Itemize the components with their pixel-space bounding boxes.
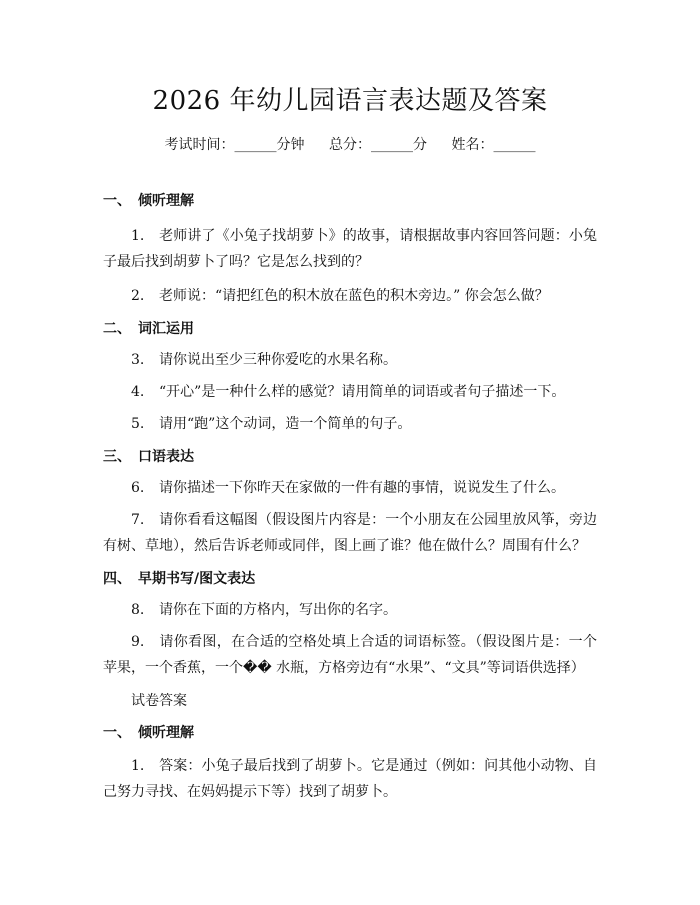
section-heading-early-writing [103, 569, 597, 589]
question-number: 2. [131, 288, 145, 304]
question-number: 9. [131, 634, 145, 650]
exam-time-field: 考试时间：______分钟 [164, 137, 305, 153]
answer-item [103, 753, 597, 805]
question-item [103, 283, 597, 309]
question-item [103, 223, 597, 275]
question-number: 6. [131, 480, 145, 496]
document-title: 2026 年幼儿园语言表达题及答案 [152, 86, 548, 116]
answer-section-heading [103, 723, 597, 743]
question-text: 请你看看这幅图（假设图片内容是：一个小朋友在公园里放风筝，旁边有树、草地），然后告诉老师或同伴，图上画了谁？他在做什么？周围有什么？ [103, 512, 597, 554]
question-item [103, 475, 597, 501]
section-number: 四、 [103, 571, 131, 587]
answer-number: 1. [131, 758, 145, 774]
student-name-field: 姓名：______ [451, 137, 536, 153]
question-text: 请你描述一下你昨天在家做的一件有趣的事情，说说发生了什么。 [159, 480, 565, 496]
question-item [103, 629, 597, 681]
section-title: 早期书写/图文表达 [138, 571, 256, 587]
section-title: 倾听理解 [138, 193, 194, 209]
question-item [103, 379, 597, 405]
section-number: 二、 [103, 321, 131, 337]
answer-text: 答案：小兔子最后找到了胡萝卜。它是通过（例如：问其他小动物、自己努力寻找、在妈妈提示下等）找到了胡萝卜。 [103, 758, 597, 800]
section-title: 词汇运用 [138, 321, 194, 337]
section-number: 三、 [103, 449, 131, 465]
section-number: 一、 [103, 193, 131, 209]
answers-heading: 试卷答案 [131, 693, 187, 709]
question-text: “开心”是一种什么样的感觉？请用简单的词语或者句子描述一下。 [159, 384, 566, 400]
section-number: 一、 [103, 725, 131, 741]
question-text: 请用“跑”这个动词，造一个简单的句子。 [159, 416, 412, 432]
question-number: 1. [131, 228, 145, 244]
section-heading-listening [103, 191, 597, 211]
question-text: 请你在下面的方格内，写出你的名字。 [159, 602, 397, 618]
question-text: 请你说出至少三种你爱吃的水果名称。 [159, 352, 397, 368]
question-text: 老师讲了《小兔子找胡萝卜》的故事，请根据故事内容回答问题：小兔子最后找到胡萝卜了吗？它是怎么找到的？ [103, 228, 597, 270]
section-title: 倾听理解 [138, 725, 194, 741]
question-item [103, 411, 597, 437]
section-heading-vocabulary [103, 319, 597, 339]
question-number: 3. [131, 352, 145, 368]
question-item [103, 347, 597, 373]
exam-meta [103, 135, 597, 155]
question-number: 7. [131, 512, 145, 528]
question-number: 8. [131, 602, 145, 618]
question-number: 5. [131, 416, 145, 432]
question-text: 请你看图，在合适的空格处填上合适的词语标签。（假设图片是：一个苹果，一个香蕉，一个�� 水瓶，方格旁边有“水果”、“文具”等词语供选择） [103, 634, 597, 676]
question-item [103, 507, 597, 559]
section-heading-oral-expression [103, 447, 597, 467]
question-item [103, 597, 597, 623]
question-text: 老师说：“请把红色的积木放在蓝色的积木旁边。” 你会怎么做？ [159, 288, 549, 304]
section-title: 口语表达 [138, 449, 194, 465]
total-score-field: 总分：______分 [329, 137, 427, 153]
question-number: 4. [131, 384, 145, 400]
